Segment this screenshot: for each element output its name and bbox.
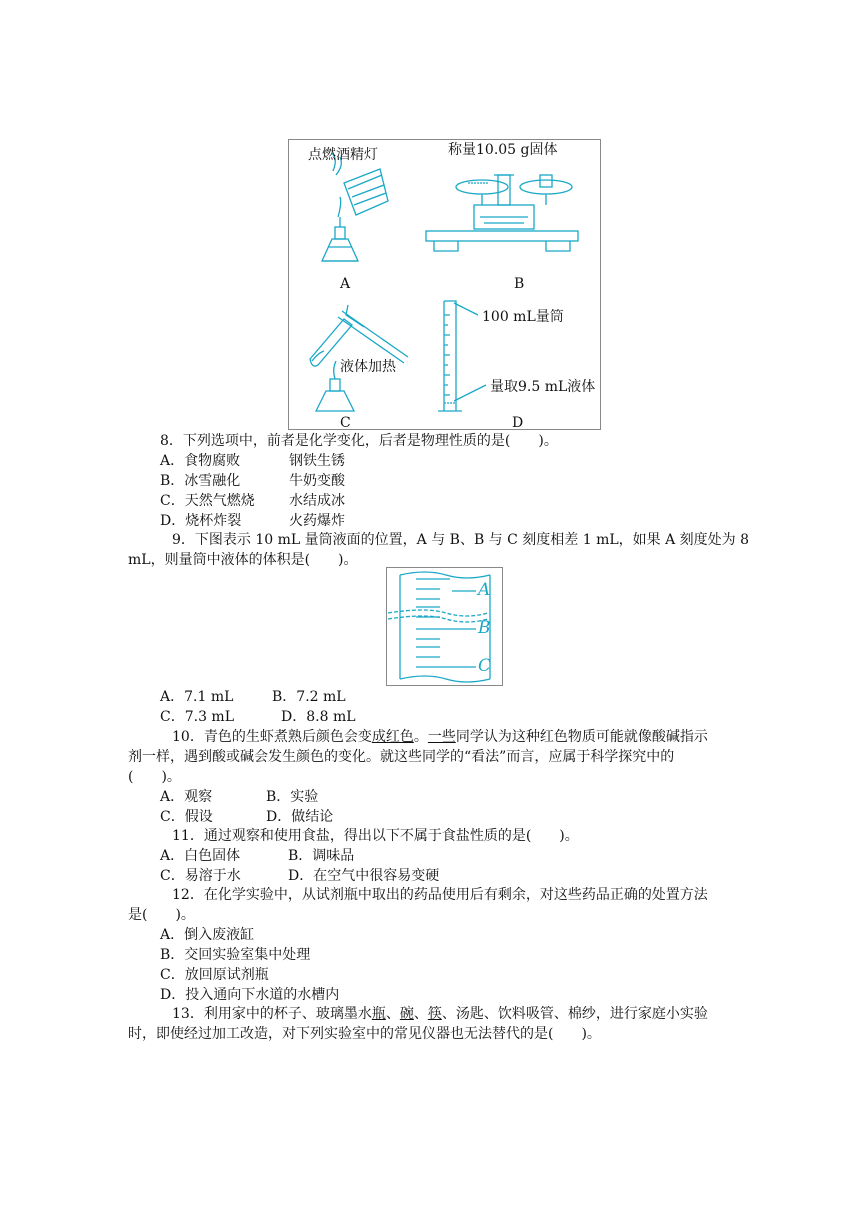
q13-text-4: 、汤匙、饮料吸管、棉纱，进行家庭小实验	[441, 1006, 708, 1022]
q11-option-c: C．易溶于水	[160, 868, 241, 884]
q12-stem-line1: 12．在化学实验中，从试剂瓶中取出的药品使用后有剩余，对这些药品正确的处置方法	[172, 887, 708, 903]
panel-c-letter: C	[340, 415, 351, 431]
q8-option-c-text: 水结成冰	[289, 493, 345, 509]
q12-option-b: B．交回实验室集中处理	[160, 947, 311, 963]
q10-text-2: 。	[413, 729, 428, 745]
panel-d-label-bottom: 量取9.5 mL液体	[490, 379, 596, 395]
q10-stem-line1	[172, 727, 708, 747]
q12-stem-line2: 是( )。	[128, 907, 195, 923]
q10-option-a: A．观察	[160, 789, 213, 805]
panel-a-label: 点燃酒精灯	[308, 147, 378, 163]
q9-option-b: B．7.2 mL	[272, 689, 346, 705]
q13-underline-2: 碗	[399, 1006, 414, 1022]
q10-underline-2: 一些	[427, 729, 456, 745]
panel-b-label: 称量10.05 g固体	[448, 142, 558, 158]
q11-option-b: B．调味品	[288, 848, 355, 864]
q9-option-d: D．8.8 mL	[281, 709, 356, 725]
q9-stem-line2: mL，则量筒中液体的体积是( )。	[128, 552, 358, 568]
panel-d-letter: D	[512, 415, 524, 431]
q13-stem-line2: 时，即使经过加工改造，对下列实验室中的常见仪器也无法替代的是( )。	[128, 1026, 601, 1042]
cylinder-mark-b: B	[478, 618, 491, 638]
q8-option-c-label: C．天然气燃烧	[160, 493, 255, 509]
q13-underline-3: 筷	[427, 1006, 442, 1022]
q8-option-d-text: 火药爆炸	[289, 513, 345, 529]
q13-text-3: 、	[413, 1006, 428, 1022]
cylinder-mark-c: C	[478, 656, 492, 676]
q8-option-b-text: 牛奶变酸	[289, 473, 345, 489]
q11-option-d: D．在空气中很容易变硬	[288, 868, 440, 884]
q9-option-a: A．7.1 mL	[160, 689, 234, 705]
q10-option-c: C．假设	[160, 809, 213, 825]
q10-option-b: B．实验	[266, 789, 319, 805]
q12-option-d: D．投入通向下水道的水槽内	[160, 987, 340, 1003]
q13-text-1: 13．利用家中的杯子、玻璃墨水	[172, 1006, 372, 1022]
q10-text-1: 10．青色的生虾煮熟后颜色会变	[172, 729, 372, 745]
panel-a-alcohol-lamp-illustration	[322, 153, 388, 261]
panel-b-balance-illustration	[426, 175, 578, 251]
q8-stem: 8．下列选项中，前者是化学变化，后者是物理性质的是( )。	[160, 433, 558, 449]
q8-option-a-label: A．食物腐败	[160, 453, 241, 469]
q10-stem-line3: ( )。	[128, 769, 181, 785]
panel-d-cylinder-illustration	[438, 301, 486, 411]
q8-option-b-label: B．冰雪融化	[160, 473, 241, 489]
q10-stem-line2: 剂一样，遇到酸或碱会发生颜色的变化。就这些同学的“看法”而言，应属于科学探究中的	[128, 749, 675, 765]
q13-stem-line1	[172, 1004, 708, 1024]
q8-option-d-label: D．烧杯炸裂	[160, 513, 242, 529]
panel-c-heating-illustration	[310, 305, 408, 411]
q9-option-c: C．7.3 mL	[160, 709, 234, 725]
panel-a-letter: A	[340, 276, 351, 292]
q10-text-3: 同学认为这种红色物质可能就像酸碱指示	[455, 729, 708, 745]
q11-option-a: A．白色固体	[160, 848, 241, 864]
panel-c-label: 液体加热	[340, 359, 396, 375]
q13-text-2: 、	[385, 1006, 400, 1022]
q13-underline-1: 瓶	[371, 1006, 386, 1022]
q10-underline-1: 成红色	[371, 729, 414, 745]
q12-option-a: A．倒入废液缸	[160, 927, 255, 943]
q9-stem-line1: 9．下图表示 10 mL 量筒液面的位置，A 与 B、B 与 C 刻度相差 1 mL，如果 A 刻度处为 8	[172, 532, 750, 548]
panel-b-letter: B	[514, 276, 525, 292]
lab-operations-figure	[288, 139, 602, 431]
q8-option-a-text: 钢铁生锈	[289, 453, 345, 469]
cylinder-mark-a: A	[478, 580, 491, 600]
panel-d-label-top: 100 mL量筒	[482, 309, 564, 325]
cylinder-reading-figure	[386, 567, 504, 687]
q11-stem: 11．通过观察和使用食盐，得出以下不属于食盐性质的是( )。	[172, 828, 579, 844]
q12-option-c: C．放回原试剂瓶	[160, 967, 269, 983]
q10-option-d: D．做结论	[266, 809, 334, 825]
